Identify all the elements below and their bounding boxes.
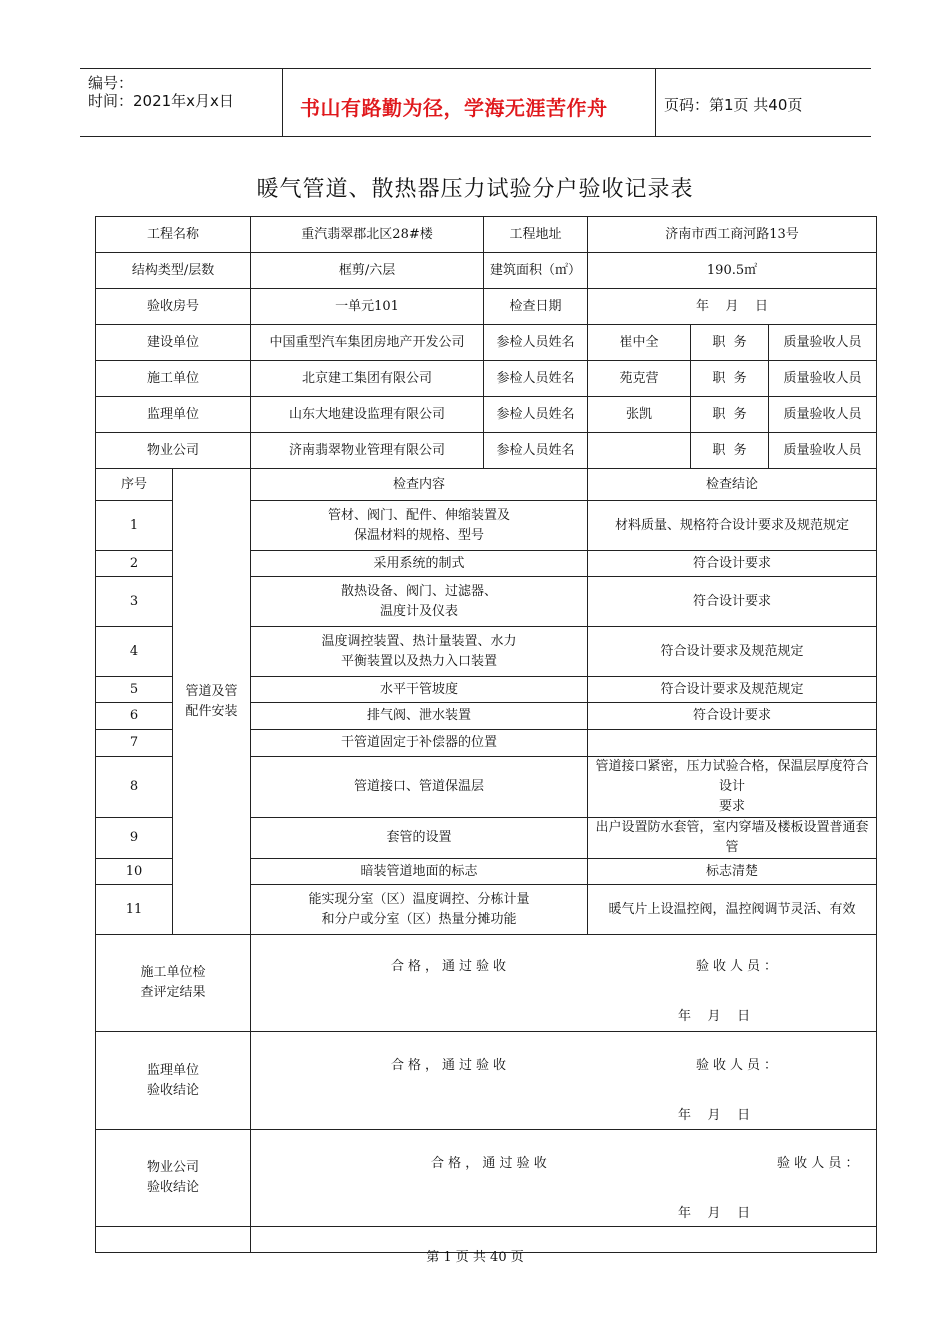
col-header-result: 检查结论 bbox=[588, 469, 877, 501]
col-header-no: 序号 bbox=[96, 469, 173, 501]
result-line: 标志清楚 bbox=[706, 863, 759, 879]
inspector-name: 崔中全 bbox=[588, 325, 691, 361]
result-line: 符合设计要求 bbox=[693, 555, 772, 571]
content-line: 水平干管坡度 bbox=[380, 681, 459, 697]
row-result bbox=[588, 577, 877, 627]
row-no: 4 bbox=[96, 627, 173, 677]
row-content bbox=[251, 551, 588, 577]
inspector-name: 张凯 bbox=[588, 397, 691, 433]
content-line: 能实现分室（区）温度调控、分栋计量 bbox=[308, 891, 530, 907]
result-line: 符合设计要求及规范规定 bbox=[660, 681, 804, 697]
date-value: 年 月 日 bbox=[588, 289, 877, 325]
unit-name: 中国重型汽车集团房地产开发公司 bbox=[251, 325, 484, 361]
structure-label: 结构类型/层数 bbox=[96, 253, 251, 289]
unit-row bbox=[96, 433, 877, 469]
row-content bbox=[251, 757, 588, 818]
group-label-line: 配件安装 bbox=[185, 703, 238, 719]
content-line: 和分户或分室（区）热量分摊功能 bbox=[321, 911, 517, 927]
content-line: 保温材料的规格、型号 bbox=[354, 527, 485, 543]
row-result bbox=[588, 703, 877, 730]
room-value: 一单元101 bbox=[251, 289, 484, 325]
row-result bbox=[588, 627, 877, 677]
row-result bbox=[588, 551, 877, 577]
result-label bbox=[96, 1130, 251, 1227]
result-line: 暖气片上设温控阀，温控阀调节灵活、有效 bbox=[608, 901, 856, 917]
row-no: 11 bbox=[96, 885, 173, 935]
conclusion-text: 合格，通过验收 bbox=[391, 1058, 511, 1073]
area-label: 建筑面积（㎡） bbox=[484, 253, 588, 289]
project-address-label: 工程地址 bbox=[484, 217, 588, 253]
inspector-label: 参检人员姓名 bbox=[484, 361, 588, 397]
project-name-label: 工程名称 bbox=[96, 217, 251, 253]
content-line: 采用系统的制式 bbox=[373, 555, 465, 571]
duty-label: 职 务 bbox=[691, 361, 769, 397]
unit-name: 济南翡翠物业管理有限公司 bbox=[251, 433, 484, 469]
content-line: 温度计及仪表 bbox=[380, 603, 459, 619]
date-label: 检查日期 bbox=[484, 289, 588, 325]
unit-label: 建设单位 bbox=[96, 325, 251, 361]
sign-date: 年 月 日 bbox=[678, 1009, 751, 1024]
signer-label: 验收人员： bbox=[696, 959, 782, 974]
result-label-line: 监理单位 bbox=[147, 1062, 200, 1078]
inspector-name: 苑克营 bbox=[588, 361, 691, 397]
result-label-line: 查评定结果 bbox=[140, 985, 206, 1000]
row-content bbox=[251, 577, 588, 627]
result-body bbox=[251, 1130, 877, 1227]
result-line: 符合设计要求 bbox=[693, 593, 772, 609]
group-label-line: 管道及管 bbox=[185, 683, 238, 699]
page-footer: 第 1 页 共 40 页 bbox=[426, 1250, 524, 1265]
duty-label: 职 务 bbox=[691, 397, 769, 433]
result-label-line: 验收结论 bbox=[147, 1082, 200, 1098]
doc-number-label: 编号： bbox=[88, 74, 134, 92]
header-bottom-rule bbox=[80, 136, 871, 137]
unit-label: 物业公司 bbox=[96, 433, 251, 469]
row-content bbox=[251, 677, 588, 703]
result-label bbox=[96, 1032, 251, 1130]
header-divider bbox=[655, 68, 656, 136]
content-line: 排气阀、泄水装置 bbox=[367, 708, 472, 723]
row-no: 1 bbox=[96, 501, 173, 551]
unit-row bbox=[96, 397, 877, 433]
inspector-label: 参检人员姓名 bbox=[484, 397, 588, 433]
result-line: 符合设计要求 bbox=[693, 708, 772, 723]
unit-name: 山东大地建设监理有限公司 bbox=[251, 397, 484, 433]
result-line: 符合设计要求及规范规定 bbox=[660, 643, 804, 659]
row-no: 7 bbox=[96, 730, 173, 757]
row-content bbox=[251, 703, 588, 730]
row-no: 10 bbox=[96, 859, 173, 885]
conclusion-text: 合格，通过验收 bbox=[391, 959, 511, 974]
result-label-line: 施工单位检 bbox=[140, 965, 206, 980]
group-label bbox=[173, 469, 251, 935]
result-row bbox=[96, 1032, 877, 1130]
checklist-header-row bbox=[96, 469, 877, 501]
result-body bbox=[251, 935, 877, 1032]
signer-label: 验 收 人 员 ： bbox=[777, 1156, 859, 1171]
unit-label: 施工单位 bbox=[96, 361, 251, 397]
content-line: 温度调控装置、热计量装置、水力 bbox=[321, 633, 517, 649]
duty-value: 质量验收人员 bbox=[769, 433, 877, 469]
header-top-rule bbox=[80, 68, 871, 69]
row-result bbox=[588, 501, 877, 551]
row-no: 8 bbox=[96, 757, 173, 818]
content-line: 管材、阀门、配件、伸缩装置及 bbox=[328, 507, 511, 523]
info-row bbox=[96, 253, 877, 289]
row-no: 9 bbox=[96, 818, 173, 859]
result-line: 管道接口紧密，压力试验合格，保温层厚度符合设计 bbox=[595, 759, 869, 794]
sign-date: 年 月 日 bbox=[678, 1108, 751, 1123]
project-address-value: 济南市西工商河路13号 bbox=[588, 217, 877, 253]
row-content bbox=[251, 501, 588, 551]
acceptance-form-table bbox=[95, 216, 877, 1253]
header-divider bbox=[282, 68, 283, 136]
page-title: 暖气管道、散热器压力试验分户验收记录表 bbox=[256, 177, 694, 202]
col-header-content: 检查内容 bbox=[251, 469, 588, 501]
duty-value: 质量验收人员 bbox=[769, 361, 877, 397]
info-row bbox=[96, 289, 877, 325]
result-label bbox=[96, 935, 251, 1032]
row-result bbox=[588, 818, 877, 859]
row-result bbox=[588, 885, 877, 935]
row-result bbox=[588, 859, 877, 885]
content-line: 暗装管道地面的标志 bbox=[360, 863, 478, 879]
row-content bbox=[251, 859, 588, 885]
row-no: 6 bbox=[96, 703, 173, 730]
signer-label: 验收人员： bbox=[696, 1058, 782, 1073]
duty-label: 职 务 bbox=[691, 325, 769, 361]
row-result bbox=[588, 677, 877, 703]
content-line: 平衡装置以及热力入口装置 bbox=[341, 653, 498, 669]
content-line: 套管的设置 bbox=[386, 830, 452, 845]
result-line: 出户设置防水套管，室内穿墙及楼板设置普通套管 bbox=[595, 820, 869, 855]
unit-name: 北京建工集团有限公司 bbox=[251, 361, 484, 397]
page-indicator: 页码：第1页 共40页 bbox=[664, 96, 803, 114]
info-row bbox=[96, 217, 877, 253]
sign-date: 年 月 日 bbox=[678, 1206, 751, 1221]
inspector-label: 参检人员姓名 bbox=[484, 433, 588, 469]
duty-value: 质量验收人员 bbox=[769, 397, 877, 433]
row-result bbox=[588, 730, 877, 757]
row-no: 3 bbox=[96, 577, 173, 627]
conclusion-text: 合 格 ， 通 过 验 收 bbox=[431, 1156, 547, 1171]
result-row bbox=[96, 935, 877, 1032]
inspector-label: 参检人员姓名 bbox=[484, 325, 588, 361]
area-value: 190.5㎡ bbox=[588, 253, 877, 289]
duty-value: 质量验收人员 bbox=[769, 325, 877, 361]
unit-label: 监理单位 bbox=[96, 397, 251, 433]
result-line: 要求 bbox=[719, 799, 746, 814]
content-line: 散热设备、阀门、过滤器、 bbox=[341, 583, 498, 599]
project-name-value: 重汽翡翠郡北区28#楼 bbox=[251, 217, 484, 253]
inspector-name bbox=[588, 433, 691, 469]
content-line: 干管道固定于补偿器的位置 bbox=[341, 735, 498, 750]
result-row bbox=[96, 1130, 877, 1227]
content-line: 管道接口、管道保温层 bbox=[354, 779, 485, 794]
row-no: 5 bbox=[96, 677, 173, 703]
result-label-line: 验收结论 bbox=[147, 1180, 200, 1195]
room-label: 验收房号 bbox=[96, 289, 251, 325]
doc-time-label: 时间：2021年x月x日 bbox=[88, 92, 234, 110]
row-content bbox=[251, 885, 588, 935]
row-content bbox=[251, 627, 588, 677]
result-label-line: 物业公司 bbox=[147, 1160, 200, 1175]
result-body bbox=[251, 1032, 877, 1130]
row-content bbox=[251, 730, 588, 757]
structure-value: 框剪/六层 bbox=[251, 253, 484, 289]
row-no: 2 bbox=[96, 551, 173, 577]
unit-row bbox=[96, 325, 877, 361]
duty-label: 职 务 bbox=[691, 433, 769, 469]
motto-text: 书山有路勤为径，学海无涯苦作舟 bbox=[300, 96, 608, 120]
unit-row bbox=[96, 361, 877, 397]
row-result bbox=[588, 757, 877, 818]
result-line: 材料质量、规格符合设计要求及规范规定 bbox=[615, 517, 850, 533]
row-content bbox=[251, 818, 588, 859]
